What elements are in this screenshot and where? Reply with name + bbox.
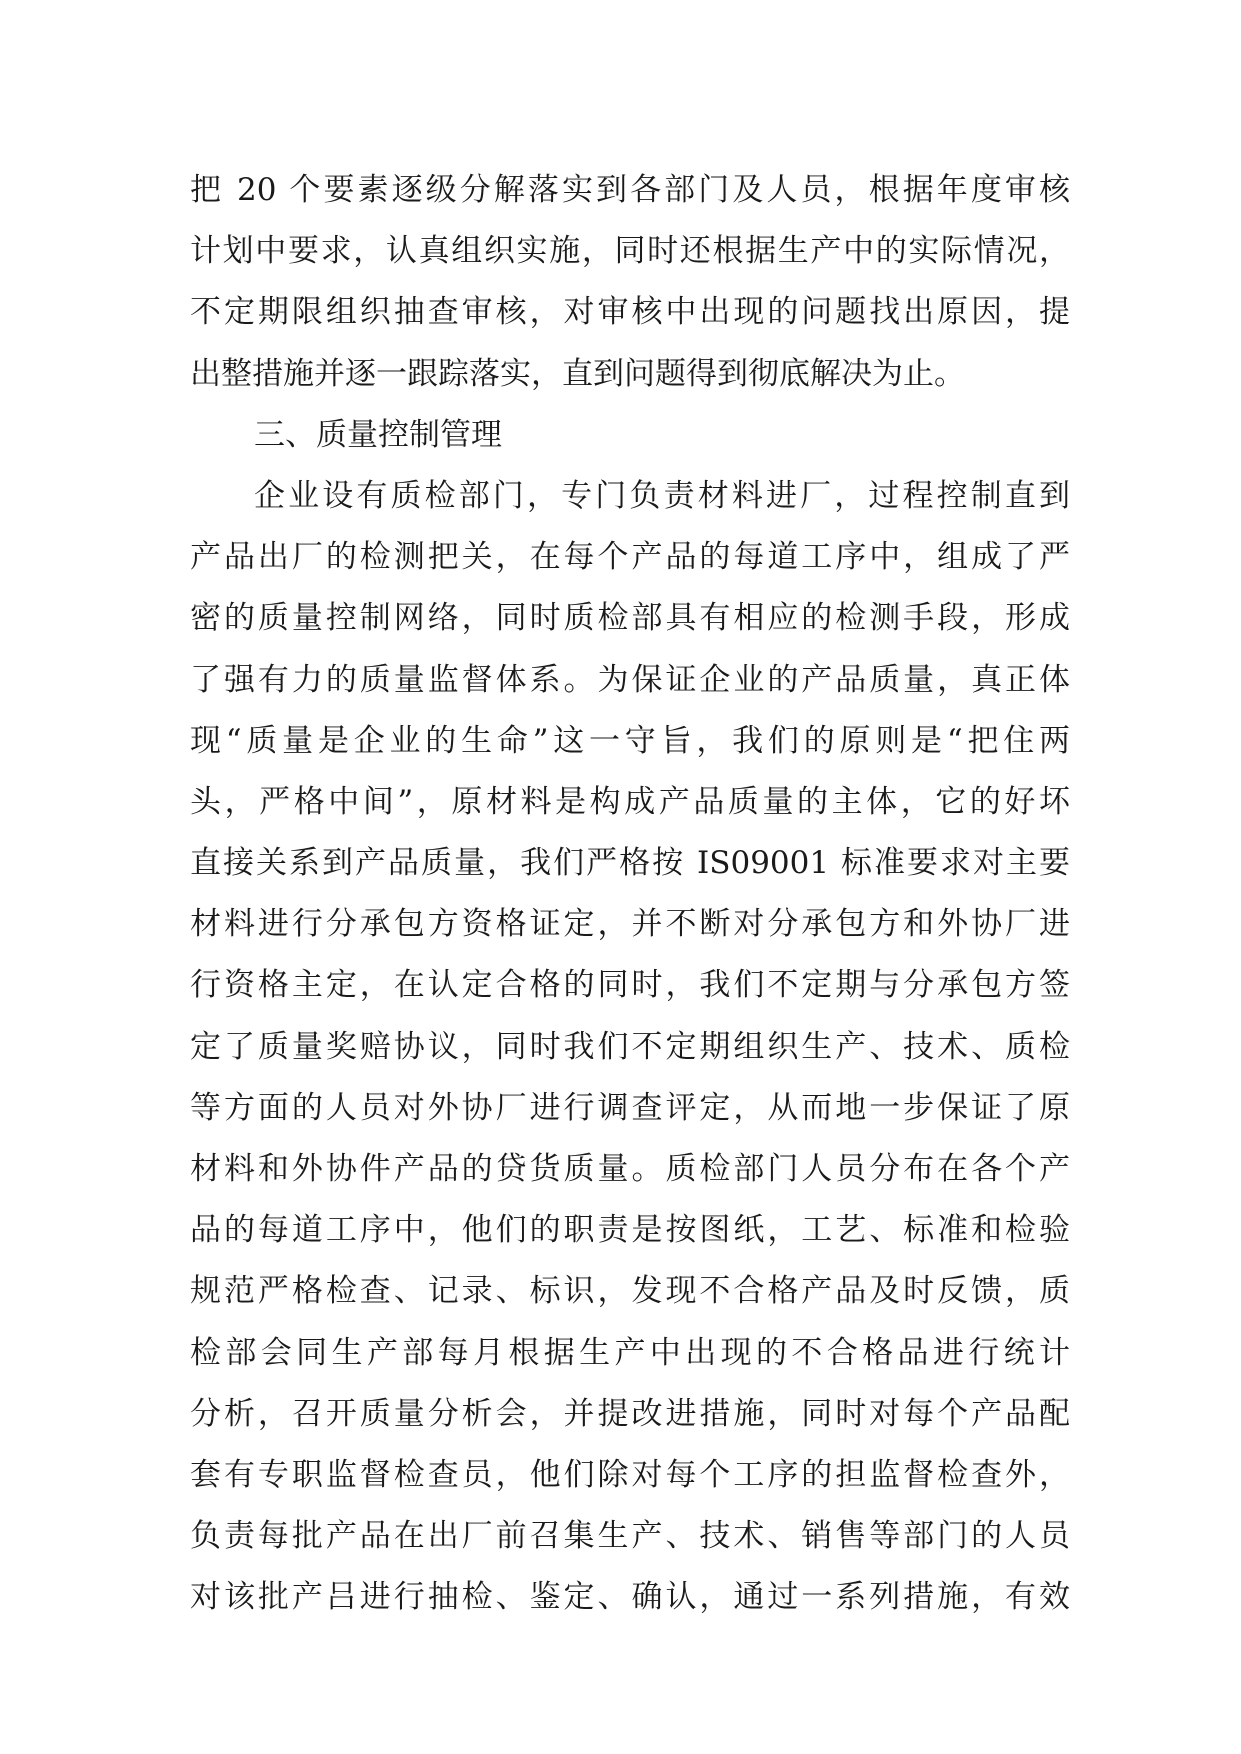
- text-line: 材料和外协件产品的贷货质量。质检部门人员分布在各个产: [190, 1151, 1070, 1187]
- text-line: 把 20 个要素逐级分解落实到各部门及人员，根据年度审核: [190, 172, 1070, 208]
- text-line: 对该批产吕进行抽检、鉴定、确认，通过一系列措施，有效: [190, 1579, 1070, 1616]
- text-line: 规范严格检查、记录、标识，发现不合格产品及时反馈，质: [190, 1273, 1070, 1310]
- text-line: 现“质量是企业的生命”这一守旨，我们的原则是“把住两: [190, 722, 1070, 759]
- text-line: 头，严格中间”，原材料是构成产品质量的主体，它的好坏: [190, 783, 1070, 820]
- text-line: 负责每批产品在出厂前召集生产、技术、销售等部门的人员: [190, 1518, 1070, 1555]
- text-line: 等方面的人员对外协厂进行调查评定，从而地一步保证了原: [190, 1089, 1070, 1126]
- section-heading: 三、质量控制管理: [254, 416, 502, 453]
- text-line: 产品出厂的检测把关，在每个产品的每道工序中，组成了严: [190, 539, 1070, 576]
- text-line: 出整措施并逐一跟踪落实，直到问题得到彻底解决为止。: [190, 355, 965, 392]
- text-line: 直接关系到产品质量，我们严格按 IS09001 标准要求对主要: [190, 845, 1070, 882]
- text-line: 检部会同生产部每月根据生产中出现的不合格品进行统计: [190, 1334, 1070, 1371]
- text-line: 不定期限组织抽查审核，对审核中出现的问题找出原因，提: [190, 294, 1070, 331]
- text-line: 套有专职监督检查员，他们除对每个工序的担监督检查外，: [190, 1456, 1070, 1493]
- text-line: 材料进行分承包方资格证定，并不断对分承包方和外协厂进: [190, 906, 1070, 943]
- text-line: 分析，召开质量分析会，并提改进措施，同时对每个产品配: [190, 1395, 1070, 1432]
- text-line: 行资格主定，在认定合格的同时，我们不定期与分承包方签: [190, 967, 1070, 1004]
- text-line: 计划中要求，认真组织实施，同时还根据生产中的实际情况，: [190, 233, 1070, 270]
- body-text: [190, 160, 1070, 1629]
- text-line: 品的每道工序中，他们的职责是按图纸，工艺、标准和检验: [190, 1212, 1070, 1249]
- text-line: 了强有力的质量监督体系。为保证企业的产品质量，真正体: [190, 661, 1070, 698]
- text-line: 定了质量奖赔协议，同时我们不定期组织生产、技术、质检: [190, 1028, 1070, 1065]
- text-line: 密的质量控制网络，同时质检部具有相应的检测手段，形成: [190, 600, 1070, 637]
- text-line: 企业设有质检部门，专门负责材料进厂，过程控制直到: [254, 477, 1070, 514]
